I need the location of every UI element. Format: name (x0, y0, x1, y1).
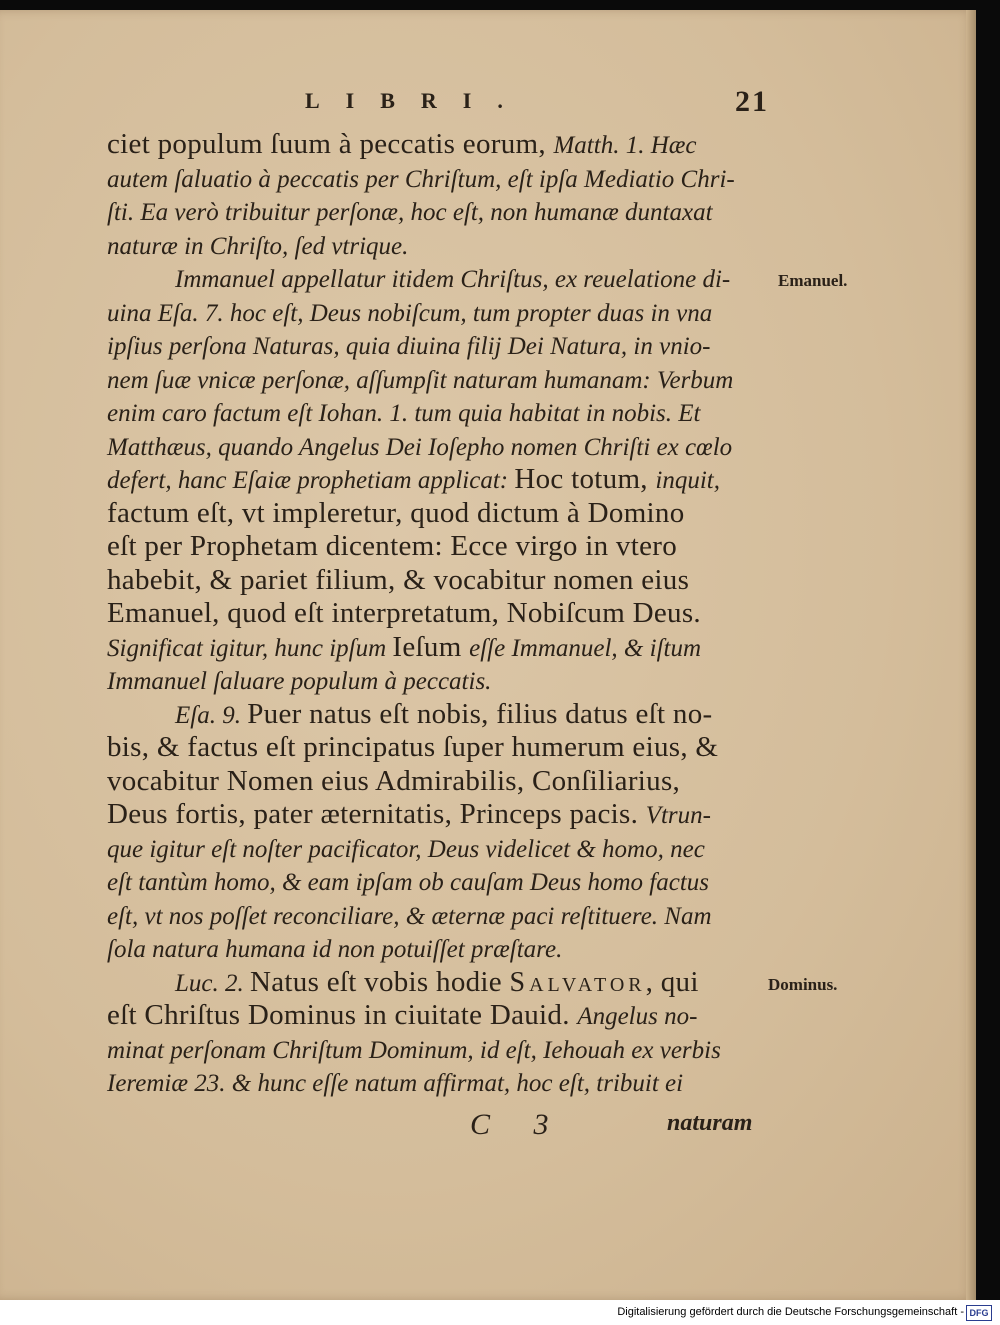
text-segment: nem ſuæ vnicæ perſonæ, aſſumpſit naturam humanam: Verbum (107, 366, 734, 394)
text-segment: eſt, vt nos poſſet reconciliare, & æternæ paci reſtituere. Nam (107, 902, 712, 930)
text-segment: vocabitur Nomen eius Admirabilis, Conſiliarius, (107, 764, 681, 797)
text-line (107, 463, 787, 497)
text-segment: Luc. 2. (175, 969, 250, 997)
text-line (107, 932, 787, 966)
text-line (107, 262, 787, 296)
text-line (107, 1033, 787, 1067)
page-number: 21 (735, 85, 769, 118)
text-line (107, 229, 787, 263)
text-segment: que igitur eſt noſter pacificator, Deus videlicet & homo, nec (107, 835, 705, 863)
text-segment: minat perſonam Chriſtum Dominum, id eſt, Iehouah ex verbis (107, 1036, 721, 1064)
text-line (107, 899, 787, 933)
text-line (107, 631, 787, 665)
text-segment: autem ſaluatio à peccatis per Chriſtum, eſt ipſa Mediatio Chri- (107, 165, 735, 193)
text-segment: Immanuel appellatur itidem Chriſtus, ex reuelatione di- (175, 266, 731, 293)
text-line (107, 798, 787, 832)
text-line (107, 966, 787, 1000)
text-segment: eſſe Immanuel, & iſtum (469, 634, 702, 662)
text-segment: Immanuel ſaluare populum à peccatis. (107, 668, 492, 695)
text-line (107, 363, 787, 397)
text-segment: eſt tantùm homo, & eam ipſam ob cauſam Deus homo factus (107, 869, 710, 896)
text-segment: Angelus no- (577, 1003, 698, 1030)
text-segment: Eſa. 9. (175, 701, 248, 729)
text-segment: ipſius perſona Naturas, quia diuina filij Dei Natura, in vnio- (107, 333, 711, 360)
text-segment: Ieremiæ 23. & hunc eſſe natum affirmat, hoc eſt, tribuit ei (107, 1070, 684, 1097)
text-segment: ſti. Ea verò tribuitur perſonæ, hoc eſt, non humanæ duntaxat (107, 199, 713, 226)
text-line (107, 195, 787, 229)
text-segment: defert, hanc Eſaiæ prophetiam applicat: (107, 467, 515, 494)
text-segment: Ieſum (392, 630, 470, 663)
text-segment: Significat igitur, hunc ipſum (107, 634, 393, 662)
text-line (107, 530, 787, 564)
text-line (107, 597, 787, 631)
text-segment: eſt per Prophetam dicentem: Ecce virgo in vtero (107, 530, 678, 562)
text-line (107, 865, 787, 899)
text-segment: habebit, & pariet filium, & vocabitur nomen eius (107, 563, 690, 596)
text-line (107, 430, 787, 464)
text-line (107, 296, 787, 330)
text-segment: inquit, (655, 467, 720, 494)
text-segment: eſt Chriſtus Dominus in ciuitate Dauid. (107, 999, 578, 1031)
text-line (107, 664, 787, 698)
text-segment: bis, & factus eſt principatus ſuper humerum eius, & (107, 731, 719, 763)
text-segment: , qui (645, 965, 699, 998)
text-line (107, 329, 787, 363)
text-line (107, 128, 787, 162)
text-segment: Matthæus, quando Angelus Dei Ioſepho nomen Chriſti ex cœlo (107, 433, 733, 461)
text-segment: ſola natura humana id non potuiſſet præſtare. (107, 936, 563, 963)
text-line (107, 497, 787, 531)
text-segment: enim caro factum eſt Iohan. 1. tum quia habitat in nobis. Et (107, 400, 701, 427)
text-line (107, 698, 787, 732)
running-head: LIBRI. (305, 88, 529, 113)
text-segment: Puer natus eſt nobis, filius datus eſt no- (247, 697, 713, 730)
text-segment: Vtrun- (645, 802, 711, 829)
page-edge (966, 10, 976, 1300)
text-line (107, 731, 787, 765)
text-segment: Hoc totum, (514, 463, 656, 495)
text-line (107, 396, 787, 430)
body-text (107, 128, 787, 1100)
text-segment: Matth. 1. Hæc (553, 132, 697, 159)
text-segment: Natus eſt vobis hodie (250, 965, 510, 998)
text-line (107, 1066, 787, 1100)
dfg-logo: DFG (966, 1305, 992, 1321)
text-segment: uina Eſa. 7. hoc eſt, Deus nobiſcum, tum propter duas in vna (107, 299, 713, 327)
text-segment: Deus fortis, pater æternitatis, Princeps pacis. (107, 798, 646, 830)
text-segment: Emanuel, quod eſt interpretatum, Nobiſcum Deus. (107, 597, 701, 629)
margin-note-dominus: Dominus. (768, 975, 838, 994)
text-line (107, 162, 787, 196)
text-line (107, 999, 787, 1033)
digitization-credit: Digitalisierung gefördert durch die Deutsche Forschungsgemeinschaft - (617, 1306, 964, 1318)
text-line (107, 832, 787, 866)
signature-mark: C 3 (470, 1108, 567, 1141)
text-segment: Salvator (509, 966, 646, 998)
margin-note-emanuel: Emanuel. (778, 271, 848, 290)
text-segment: ciet populum ſuum à peccatis eorum, (107, 128, 554, 160)
text-segment: factum eſt, vt impleretur, quod dictum à Domino (107, 496, 685, 529)
text-line (107, 564, 787, 598)
text-line (107, 765, 787, 799)
text-segment: naturæ in Chriſto, ſed vtrique. (107, 232, 409, 260)
catchword: naturam (667, 1110, 753, 1136)
